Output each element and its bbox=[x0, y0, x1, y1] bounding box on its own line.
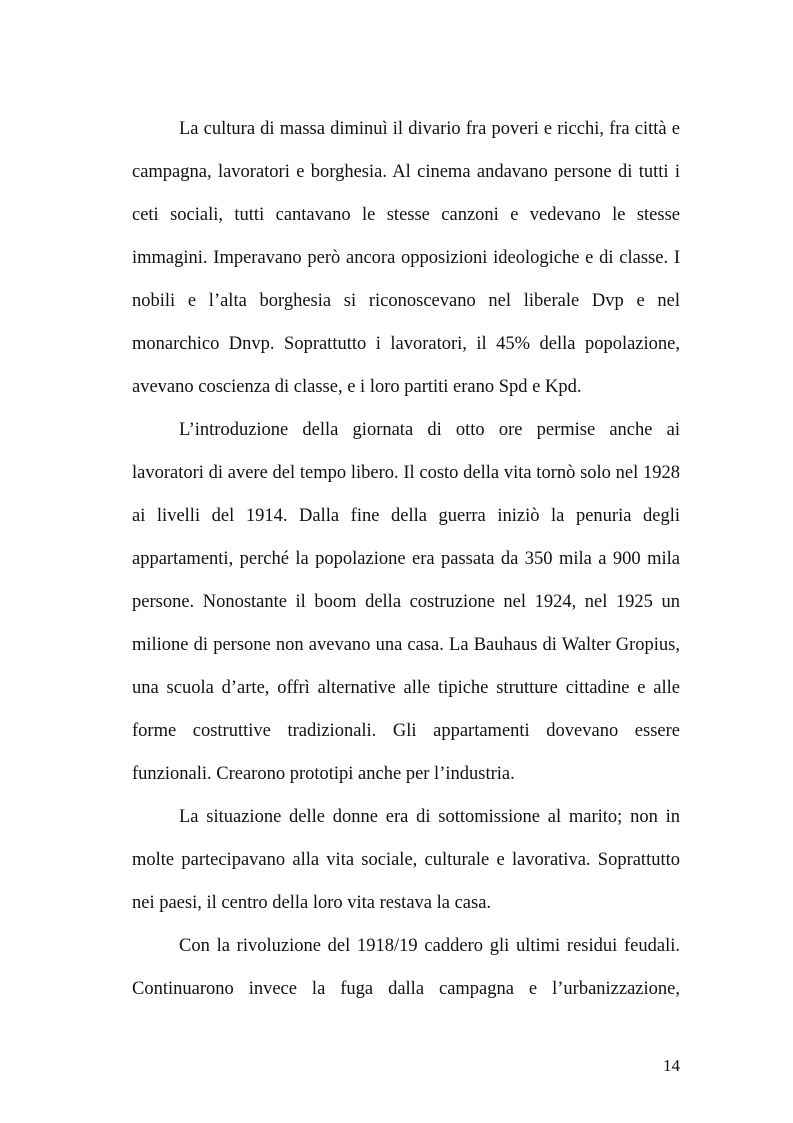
paragraph-working-hours-housing: L’introduzione della giornata di otto ore permise anche ai lavoratori di avere del tempo libero. Il costo della vita tornò solo nel 1928 ai livelli del 1914. Dalla fine della guerra iniziò la penuria degli appartamenti, perché la popolazione era passata da 350 mila a 900 mila persone. Nonostante il boom della costruzione nel 1924, nel 1925 un milione di persone non avevano una casa. La Bauhaus di Walter Gropius, una scuola d’arte, offrì alternative alle tipiche strutture cittadine e alle forme costruttive tradizionali. Gli appartamenti dovevano essere funzionali. Crearono prototipi anche per l’industria. bbox=[132, 420, 680, 784]
paragraph-women-situation: La situazione delle donne era di sottomissione al marito; non in molte partecipavano alla vita sociale, culturale e lavorativa. Soprattutto nei paesi, il centro della loro vita restava la casa. bbox=[132, 807, 680, 913]
page-number: 14 bbox=[663, 1056, 680, 1075]
paragraph-mass-culture: La cultura di massa diminuì il divario fra poveri e ricchi, fra città e campagna, lavoratori e borghesia. Al cinema andavano persone di tutti i ceti sociali, tutti cantavano le stesse canzoni e vedevano le stesse immagini. Imperavano però ancora opposizioni ideologiche e di classe. I nobili e l’alta borghesia si riconoscevano nel liberale Dvp e nel monarchico Dnvp. Soprattutto i lavoratori, il 45% della popolazione, avevano coscienza di classe, e i loro partiti erano Spd e Kpd. bbox=[132, 119, 680, 397]
body-text bbox=[132, 108, 680, 1011]
paragraph-revolution: Con la rivoluzione del 1918/19 caddero gli ultimi residui feudali. Continuarono invece la fuga dalla campagna e l’urbanizzazione, bbox=[132, 936, 680, 999]
